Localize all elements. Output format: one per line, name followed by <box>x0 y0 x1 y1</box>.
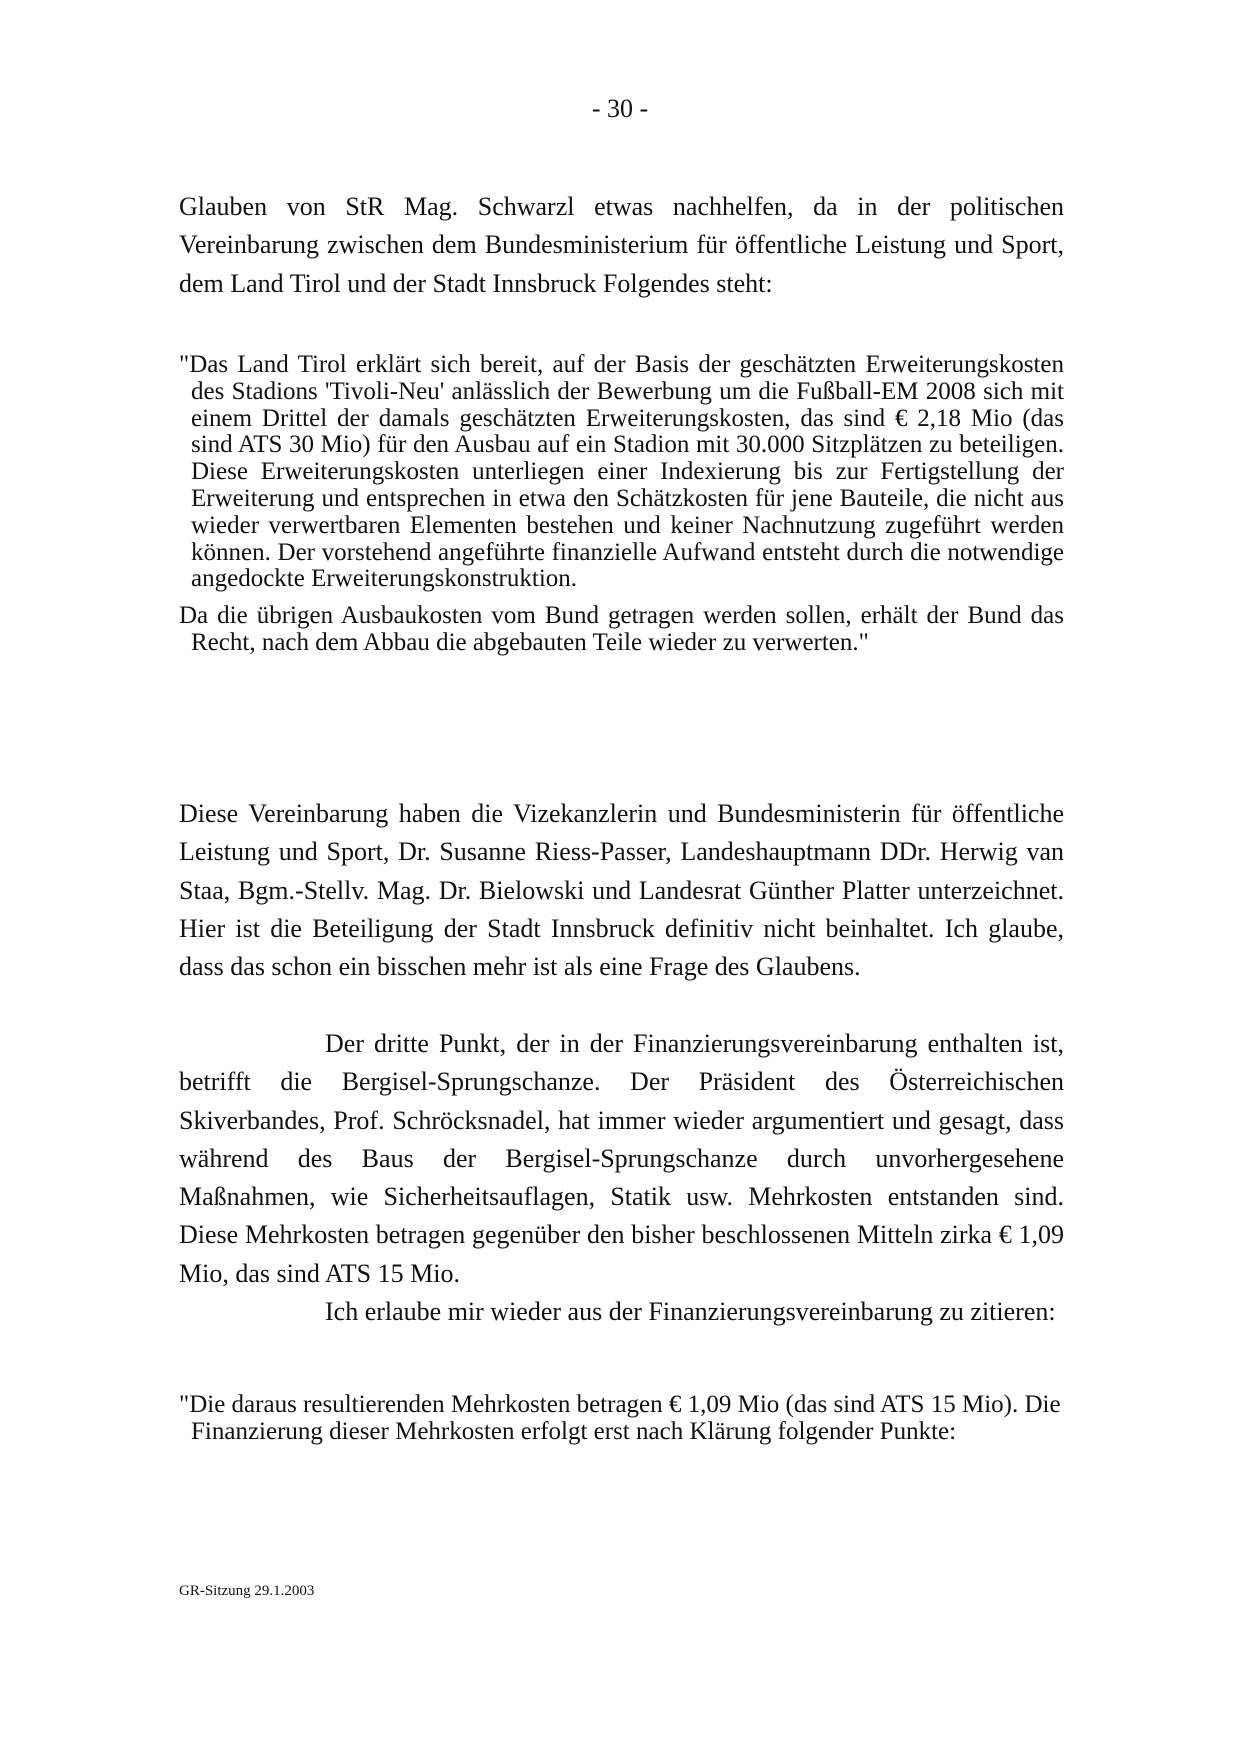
quote-block-2 <box>179 1392 1064 1446</box>
quote-paragraph: "Die daraus resultierenden Mehrkosten betragen € 1,09 Mio (das sind ATS 15 Mio). Die Finanzierung dieser Mehrkosten erfolgt erst nach Klärung folgender Punkte: <box>179 1391 1061 1445</box>
body-paragraph-1: Glauben von StR Mag. Schwarzl etwas nachhelfen, da in der politischen Vereinbarung zwischen dem Bundesministerium für öffentliche Leistung und Sport, dem Land Tirol und der Stadt Innsbruck Folgendes steht: <box>179 192 1064 298</box>
paragraph-text: Der dritte Punkt, der in der Finanzierungsvereinbarung enthalten ist, betrifft die Bergisel-Sprungschanze. Der Präsident des Österreichischen Skiverbandes, Prof. Schröcksnadel, hat immer wieder argumentiert und gesagt, dass während des Baus der Bergisel-Sprungschanze durch unvorhergesehene Maßnahmen, wie Sicherheitsauflagen, Statik usw. Mehrkosten entstanden sind. Diese Mehrkosten betragen gegenüber den bisher beschlossenen Mitteln zirka € 1,09 Mio, das sind ATS 15 Mio. <box>179 1029 1064 1288</box>
quote-block-1 <box>179 352 1064 657</box>
quote-paragraph: Da die übrigen Ausbaukosten vom Bund getragen werden sollen, erhält der Bund das Recht, nach dem Abbau die abgebauten Teile wieder zu verwerten." <box>179 602 1064 656</box>
page-number: - 30 - <box>591 94 649 123</box>
footer: GR-Sitzung 29.1.2003 <box>179 1583 315 1599</box>
quote-paragraph: "Das Land Tirol erklärt sich bereit, auf der Basis der geschätzten Erweiterungskosten des Stadions 'Tivoli-Neu' anlässlich der Bewerbung um die Fußball-EM 2008 sich mit einem Drittel der damals geschätzten Erweiterungskosten, das sind € 2,18 Mio (das sind ATS 30 Mio) für den Ausbau auf ein Stadion mit 30.000 Sitzplätzen zu beteiligen. Diese Erweiterungskosten unterliegen einer Indexierung bis zur Fertigstellung der Erweiterung und entsprechen in etwa den Schätzkosten für jene Bauteile, die nicht aus wieder verwertbaren Elementen bestehen und keiner Nachnutzung zugeführt werden können. Der vorstehend angeführte finanzielle Aufwand entsteht durch die notwendige angedockte Erweiterungskonstruktion. <box>179 351 1064 593</box>
body-paragraph-2: Diese Vereinbarung haben die Vizekanzlerin und Bundesministerin für öffentliche Leistung und Sport, Dr. Susanne Riess-Passer, Landeshauptmann DDr. Herwig van Staa, Bgm.-Stellv. Mag. Dr. Bielowski und Landesrat Günther Platter unterzeichnet. Hier ist die Beteiligung der Stadt Innsbruck definitiv nicht beinhaltet. Ich glaube, dass das schon ein bisschen mehr ist als eine Frage des Glaubens. <box>179 799 1064 982</box>
body-paragraph-4 <box>179 1293 1064 1331</box>
paragraph-text: Ich erlaube mir wieder aus der Finanzierungsvereinbarung zu zitieren: <box>325 1297 1056 1326</box>
body-paragraph-3 <box>179 1025 1064 1293</box>
